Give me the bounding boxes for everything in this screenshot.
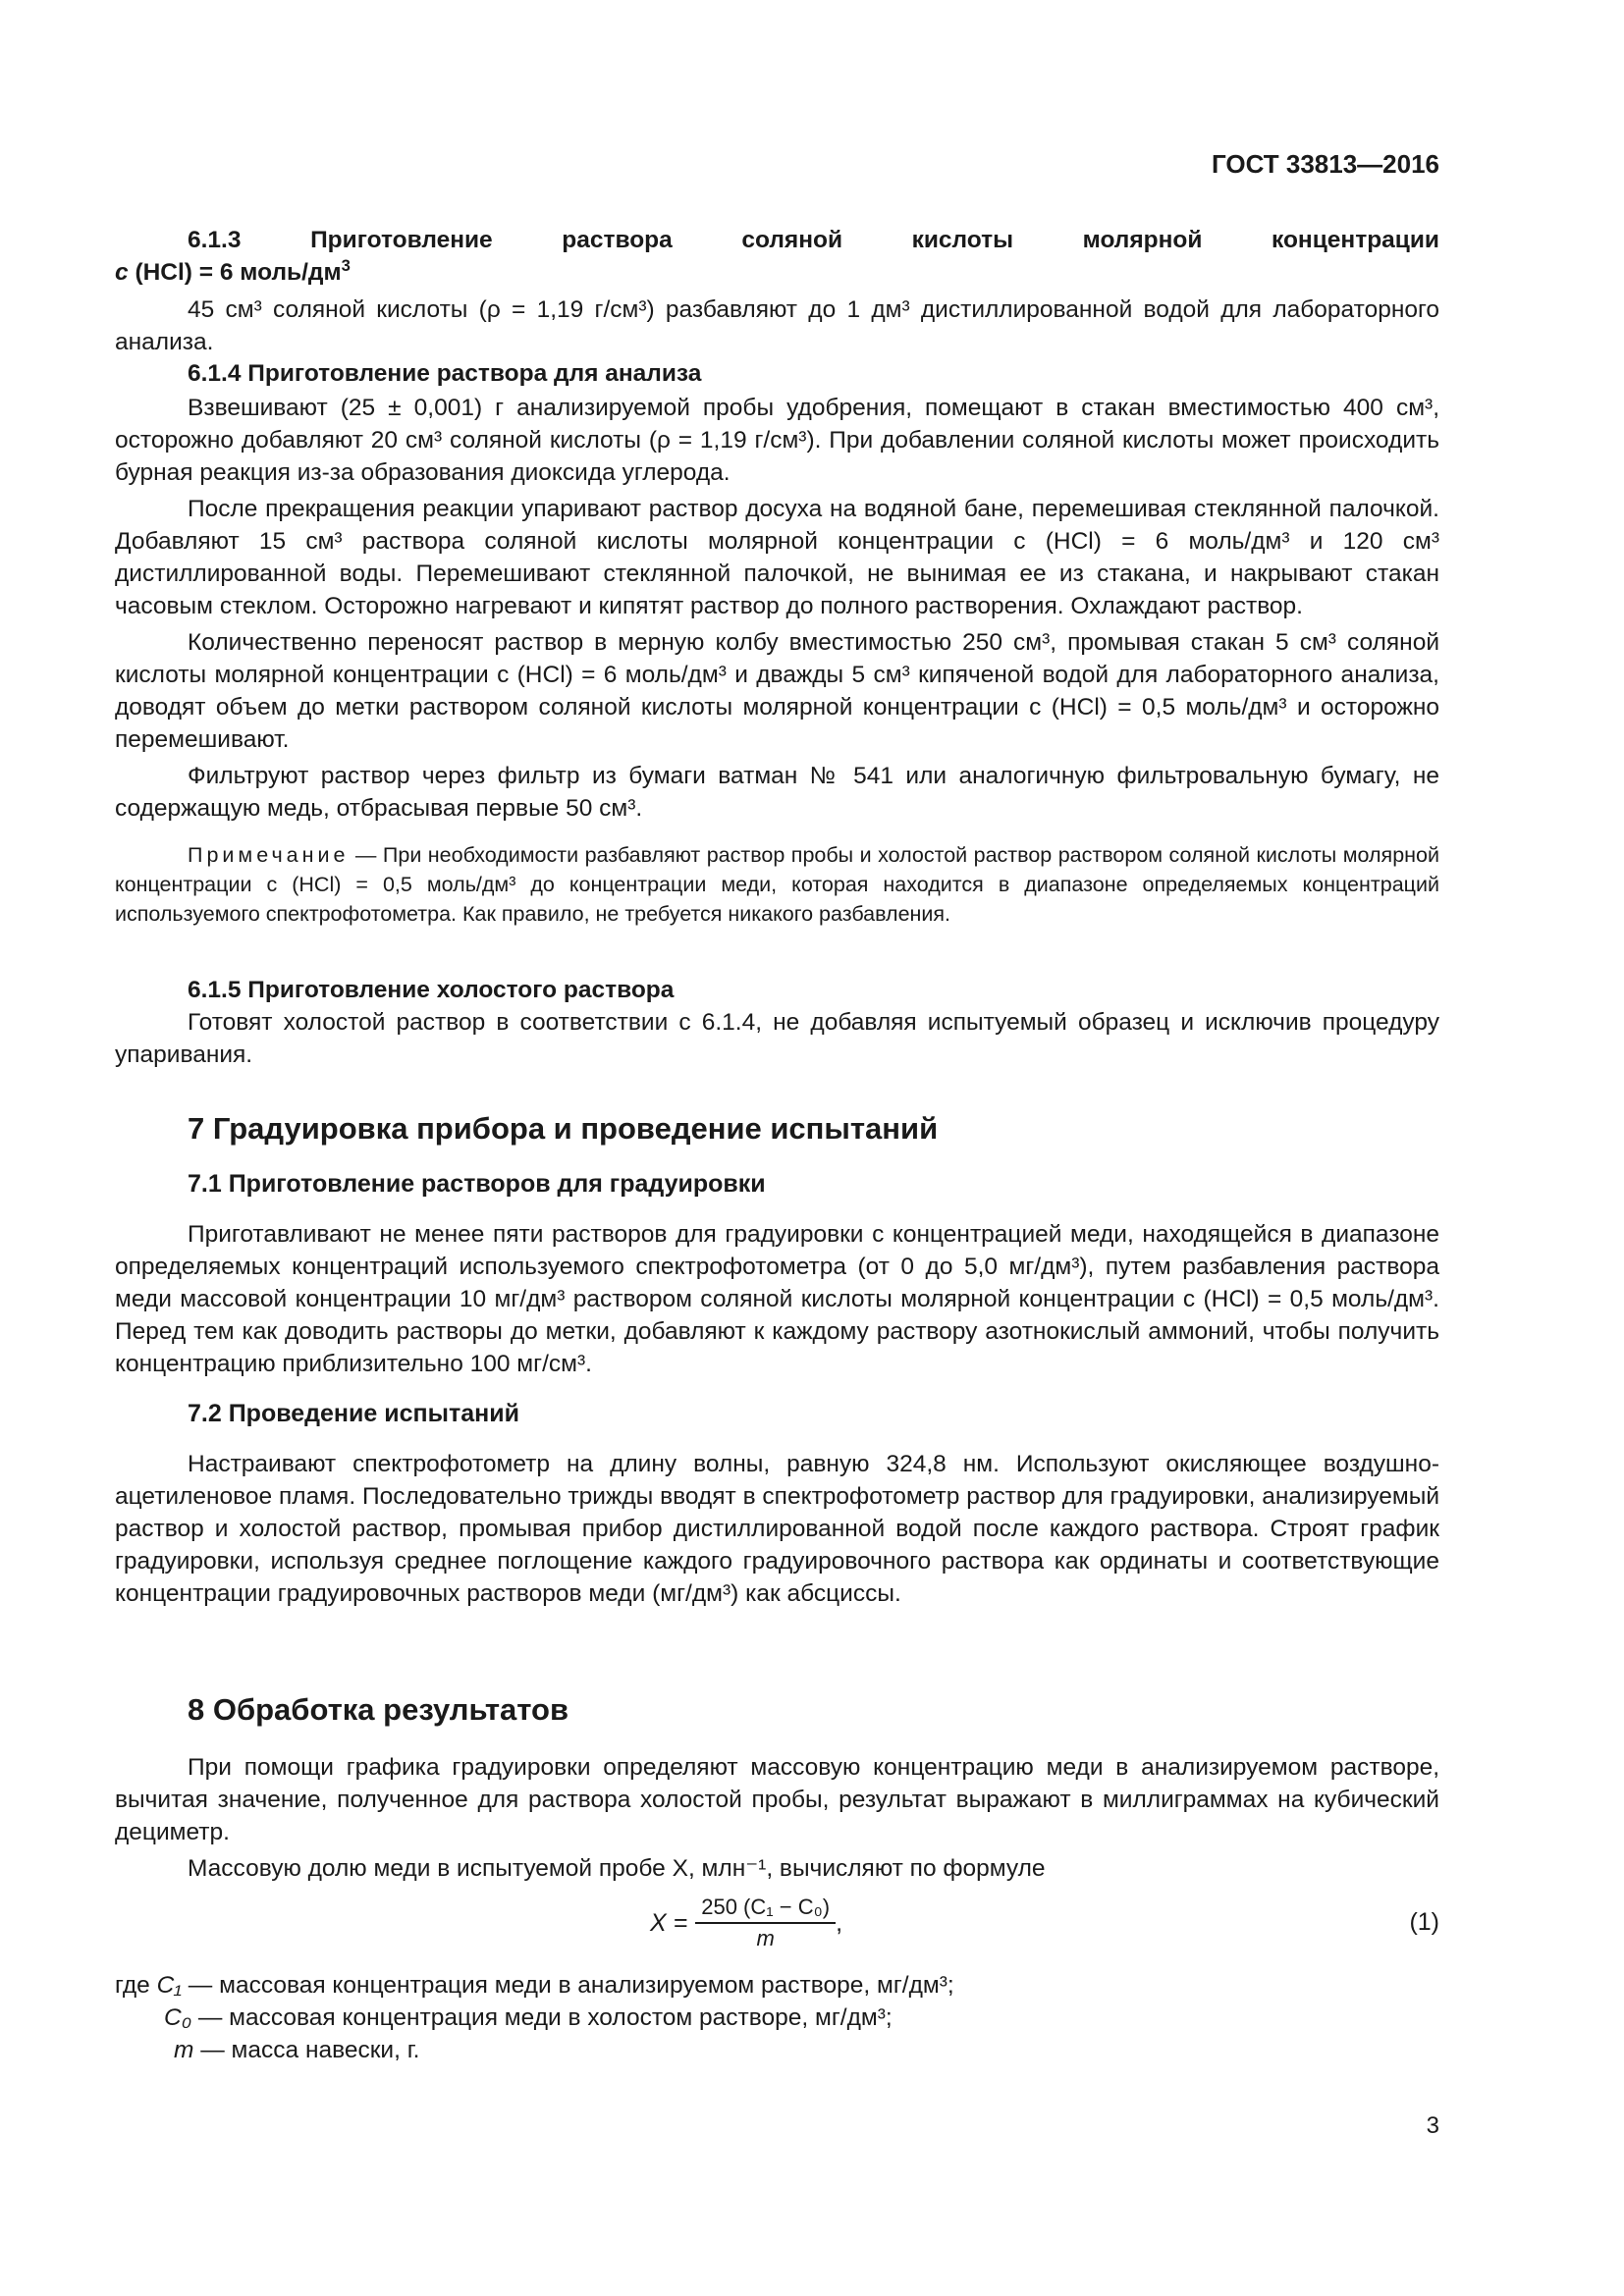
formula-definitions bbox=[115, 1969, 1439, 2066]
note-label: Примечание bbox=[188, 843, 350, 867]
definition-c1 bbox=[115, 1969, 1439, 2002]
formula-lhs: X = bbox=[650, 1908, 688, 1937]
formula-fraction bbox=[695, 1895, 836, 1951]
section-6-1-4-paragraph-4: Фильтруют раствор через фильтр из бумаги ватман № 541 или аналогичную фильтровальную бумагу, не содержащую медь, отбрасывая первые 50 см³. bbox=[115, 763, 1439, 822]
formula-numerator: 250 (C₁ − C₀) bbox=[695, 1895, 836, 1924]
definition-c0 bbox=[115, 2002, 1439, 2034]
note-text: — При необходимости разбавляют раствор пробы и холостой раствор раствором соляной кислоты молярной концентрации c (HCl) = 0,5 моль/дм³ до концентрации меди, которая находится в диапазоне определяемых концентраций используемого спектрофотометра. Как правило, не требуется никакого разбавления. bbox=[115, 843, 1439, 926]
formula-1 bbox=[115, 1891, 1439, 1963]
page-number: 3 bbox=[1426, 2112, 1439, 2139]
definition-symbol: C₀ bbox=[164, 2004, 192, 2031]
section-6-1-3-title-line2 bbox=[115, 256, 1439, 289]
section-6-1-5 bbox=[115, 974, 1439, 1071]
definition-m bbox=[115, 2034, 1439, 2066]
where-label: где bbox=[115, 1972, 150, 1999]
definition-symbol: C₁ bbox=[156, 1972, 182, 1999]
title-formula: (HCl) = 6 моль/дм bbox=[128, 259, 342, 286]
note bbox=[115, 840, 1439, 929]
section-6-1-4-paragraph-1: Взвешивают (25 ± 0,001) г анализируемой пробы удобрения, помещают в стакан вместимостью 400 см³, осторожно добавляют 20 см³ соляной кислоты (ρ = 1,19 г/см³). При добавлении соляной кислоты может происходить бурная реакция из-за образования диоксида углерода. bbox=[115, 395, 1439, 486]
section-6-1-4-paragraph-2: После прекращения реакции упаривают раствор досуха на водяной бане, перемешивая стеклянной палочкой. Добавляют 15 см³ раствора соляной кислоты молярной концентрации c (HCl) = 6 моль/дм³ и 120 см³ дистиллированной воды. Перемешивают стеклянной палочкой, не вынимая ее из стакана, и накрывают стакан часовым стеклом. Осторожно нагревают и кипятят раствор до полного растворения. Охлаждают раствор. bbox=[115, 496, 1439, 619]
section-7 bbox=[115, 1109, 1439, 1610]
document-id-header: ГОСТ 33813—2016 bbox=[1212, 149, 1439, 179]
section-8-title: 8 Обработка результатов bbox=[188, 1692, 569, 1727]
section-6-1-4 bbox=[115, 357, 1439, 929]
section-7-2-paragraph: Настраивают спектрофотометр на длину волны, равную 324,8 нм. Используют окисляющее воздушно-ацетиленовое пламя. Последовательно трижды вводят в спектрофотометр раствор для градуировки, анализируемый раствор и холостой раствор, промывая прибор дистиллированной водой после каждого раствора. Строят график градуировки, используя среднее поглощение каждого градуировочного раствора как ординаты и соответствующие концентрации градуировочных растворов меди (мг/дм³) как абсциссы. bbox=[115, 1451, 1439, 1607]
formula-number: (1) bbox=[1409, 1908, 1439, 1936]
formula-expression bbox=[650, 1895, 842, 1951]
section-6-1-5-title: 6.1.5 Приготовление холостого раствора bbox=[188, 977, 675, 1003]
section-6-1-4-title: 6.1.4 Приготовление раствора для анализа bbox=[188, 360, 702, 387]
c-symbol: c bbox=[115, 259, 129, 286]
section-7-title: 7 Градуировка прибора и проведение испытаний bbox=[188, 1111, 939, 1146]
title-exponent: 3 bbox=[341, 255, 351, 275]
formula-tail: , bbox=[836, 1908, 843, 1937]
section-6-1-3-paragraph: 45 см³ соляной кислоты (ρ = 1,19 г/см³) разбавляют до 1 дм³ дистиллированной водой для лабораторного анализа. bbox=[115, 296, 1439, 355]
section-6-1-4-paragraph-3: Количественно переносят раствор в мерную колбу вместимостью 250 см³, промывая стакан 5 см³ соляной кислоты молярной концентрации c (HCl) = 6 моль/дм³ и дважды 5 см³ кипяченой водой для лабораторного анализа, доводят объем до метки раствором соляной кислоты молярной концентрации c (HCl) = 0,5 моль/дм³ и осторожно перемешивают. bbox=[115, 629, 1439, 753]
section-7-2-title: 7.2 Проведение испытаний bbox=[188, 1400, 519, 1427]
section-6-1-5-paragraph: Готовят холостой раствор в соответствии с 6.1.4, не добавляя испытуемый образец и исключив процедуру упаривания. bbox=[115, 1009, 1439, 1068]
section-7-1-paragraph: Приготавливают не менее пяти растворов для градуировки с концентрацией меди, находящейся в диапазоне определяемых концентраций используемого спектрофотометра (от 0 до 5,0 мг/дм³), путем разбавления раствора меди массовой концентрации 10 мг/дм³ раствором соляной кислоты молярной концентрации c (HCl) = 0,5 моль/дм³. Перед тем как доводить растворы до метки, добавляют к каждому раствору азотнокислый аммоний, чтобы получить концентрацию приблизительно 100 мг/см³. bbox=[115, 1221, 1439, 1377]
definition-text: — массовая концентрация меди в анализируемом растворе, мг/дм³; bbox=[182, 1972, 954, 1999]
section-7-1-title: 7.1 Приготовление растворов для градуировки bbox=[188, 1170, 766, 1198]
section-8 bbox=[115, 1690, 1439, 2066]
section-6-1-3 bbox=[115, 224, 1439, 358]
formula-denominator: m bbox=[756, 1926, 775, 1950]
section-8-paragraph-2: Массовую долю меди в испытуемой пробе X, млн⁻¹, вычисляют по формуле bbox=[188, 1855, 1046, 1882]
definition-symbol: m bbox=[174, 2037, 194, 2063]
definition-text: — масса навески, г. bbox=[193, 2037, 420, 2063]
section-8-paragraph-1: При помощи графика градуировки определяют массовую концентрацию меди в анализируемом растворе, вычитая значение, полученное для раствора холостой пробы, результат выражают в миллиграммах на кубический дециметр. bbox=[115, 1754, 1439, 1845]
definition-text: — массовая концентрация меди в холостом растворе, мг/дм³; bbox=[191, 2004, 893, 2031]
section-6-1-3-title-line1: 6.1.3 Приготовление раствора соляной кислоты молярной концентрации bbox=[188, 227, 1439, 253]
